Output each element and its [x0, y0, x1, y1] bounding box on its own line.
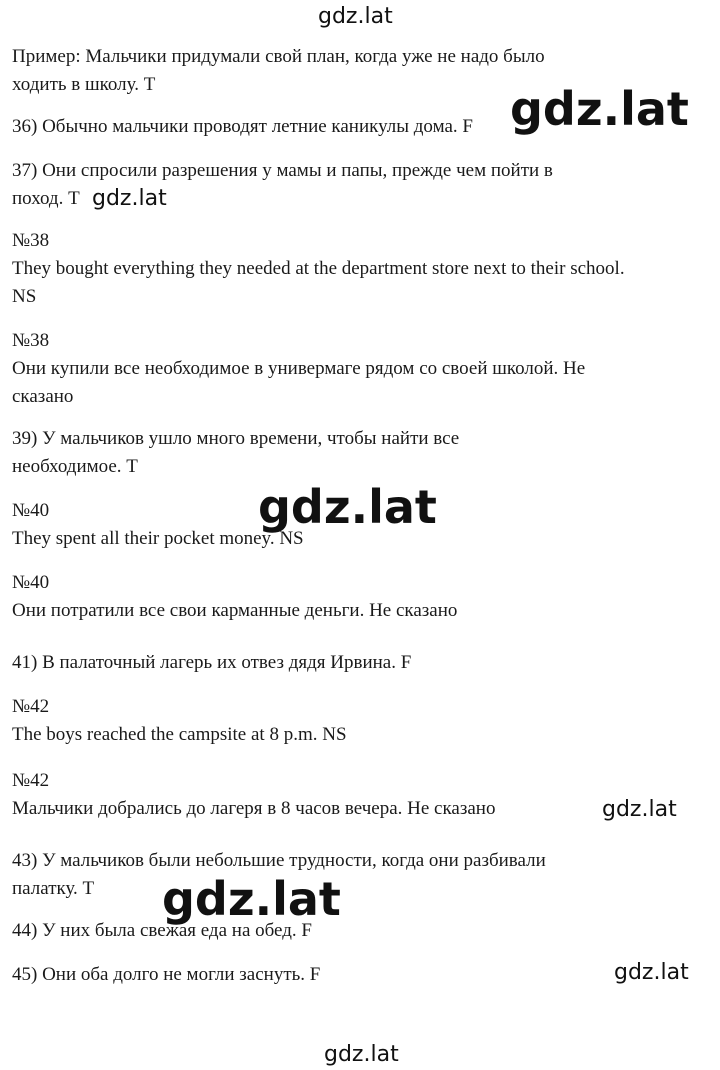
example-line-2: ходить в школу. T	[12, 74, 156, 95]
statement-42-en: The boys reached the campsite at 8 p.m. NS	[12, 724, 347, 745]
statement-43-line-1: 43) У мальчиков были небольшие трудности, когда они разбивали	[12, 850, 546, 871]
heading-38-en: №38	[12, 230, 50, 251]
statement-36: 36) Обычно мальчики проводят летние каникулы дома. F	[12, 116, 473, 137]
statement-43-line-2: палатку. T	[12, 878, 95, 899]
watermark-small-2: gdz.lat	[602, 797, 677, 822]
statement-42-ru: Мальчики добрались до лагеря в 8 часов вечера. Не сказано	[12, 798, 496, 819]
statement-39-line-1: 39) У мальчиков ушло много времени, чтобы найти все	[12, 428, 460, 449]
statement-37-line-2: поход. T	[12, 188, 80, 209]
watermark-bottom: gdz.lat	[324, 1042, 399, 1067]
statement-38-ru-line-1: Они купили все необходимое в универмаге рядом со своей школой. Не	[12, 358, 586, 379]
watermark-large-2: gdz.lat	[258, 480, 437, 534]
statement-45: 45) Они оба долго не могли заснуть. F	[12, 964, 321, 985]
statement-38-ru-line-2: сказано	[12, 386, 74, 407]
watermark-large-1: gdz.lat	[510, 82, 689, 136]
statement-41: 41) В палаточный лагерь их отвез дядя Ирвина. F	[12, 652, 412, 673]
statement-40-ru: Они потратили все свои карманные деньги. Не сказано	[12, 600, 458, 621]
watermark-top: gdz.lat	[318, 4, 393, 29]
heading-40-ru: №40	[12, 572, 50, 593]
statement-39-line-2: необходимое. T	[12, 456, 138, 477]
heading-42-ru: №42	[12, 770, 50, 791]
statement-38-en-line-1: They bought everything they needed at the department store next to their school.	[12, 258, 625, 279]
statement-40-en: They spent all their pocket money. NS	[12, 528, 304, 549]
heading-38-ru: №38	[12, 330, 50, 351]
heading-40-en: №40	[12, 500, 50, 521]
statement-38-en-line-2: NS	[12, 286, 37, 307]
watermark-small-1: gdz.lat	[92, 186, 167, 211]
statement-44: 44) У них была свежая еда на обед. F	[12, 920, 312, 941]
watermark-small-3: gdz.lat	[614, 960, 689, 985]
statement-37-line-1: 37) Они спросили разрешения у мамы и папы, прежде чем пойти в	[12, 160, 553, 181]
watermark-large-3: gdz.lat	[162, 872, 341, 926]
heading-42-en: №42	[12, 696, 50, 717]
example-line-1: Пример: Мальчики придумали свой план, когда уже не надо было	[12, 46, 545, 67]
